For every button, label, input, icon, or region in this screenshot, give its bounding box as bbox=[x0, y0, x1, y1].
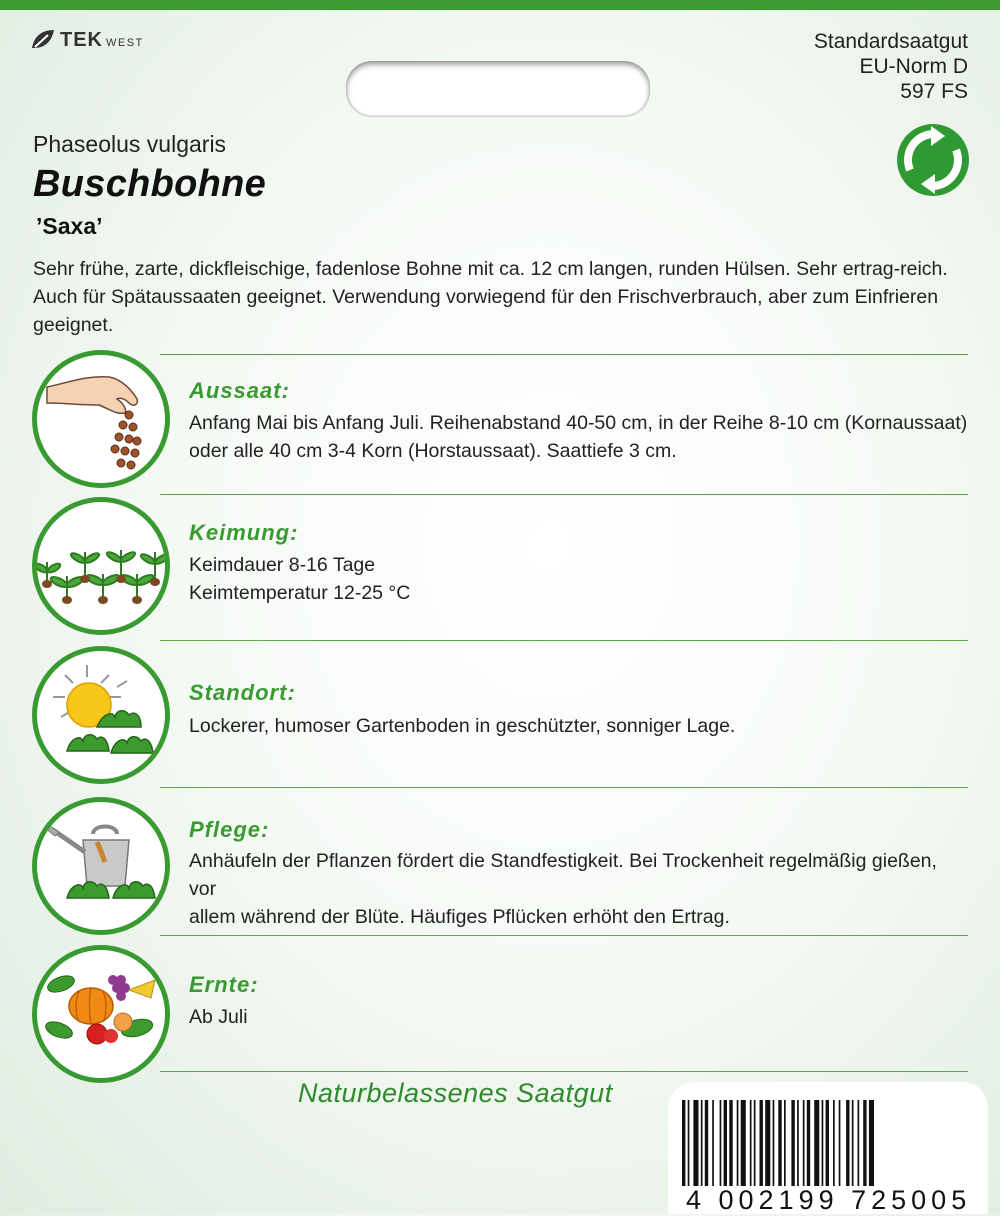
section-divider bbox=[160, 354, 968, 355]
barcode-bar bbox=[839, 1100, 841, 1186]
barcode-bar bbox=[724, 1100, 727, 1186]
section-line: Anfang Mai bis Anfang Juli. Reihenabstand 40-50 cm, in der Reihe 8-10 cm (Kornaussaat) bbox=[189, 412, 968, 434]
barcode-bar bbox=[741, 1100, 746, 1186]
barcode-bar bbox=[858, 1100, 860, 1186]
barcode-bar bbox=[765, 1100, 770, 1186]
sowing-hand-icon bbox=[32, 350, 170, 488]
barcode-bar bbox=[682, 1100, 685, 1186]
barcode-bar bbox=[688, 1100, 690, 1186]
section-body bbox=[189, 409, 969, 465]
standard-line: 597 FS bbox=[900, 80, 968, 103]
section-divider bbox=[160, 1071, 968, 1072]
section-divider bbox=[160, 787, 968, 788]
section-line: Ab Juli bbox=[189, 1006, 248, 1028]
plant-name: Buschbohne bbox=[33, 163, 267, 205]
barcode-bar bbox=[729, 1100, 732, 1186]
section-line: oder alle 40 cm 3-4 Korn (Horstaussaat). Saattiefe 3 cm. bbox=[189, 440, 677, 462]
barcode-bar bbox=[720, 1100, 722, 1186]
harvest-vegetables-icon bbox=[32, 945, 170, 1083]
top-color-bar bbox=[0, 0, 1000, 10]
section-divider bbox=[160, 494, 968, 495]
section-line: Keimdauer 8-16 Tage bbox=[189, 554, 376, 576]
barcode-bar bbox=[773, 1100, 775, 1186]
barcode bbox=[668, 1082, 988, 1214]
section-title: Standort: bbox=[189, 680, 296, 705]
barcode-bar bbox=[712, 1100, 714, 1186]
section-line: Anhäufeln der Pflanzen fördert die Standfestigkeit. Bei Trockenheit regelmäßig gießen, vor bbox=[189, 850, 937, 900]
footer-slogan: Naturbelassenes Saatgut bbox=[298, 1078, 613, 1108]
section-body bbox=[189, 551, 969, 607]
barcode-bar bbox=[693, 1100, 698, 1186]
section-body bbox=[189, 1003, 969, 1031]
barcode-bars bbox=[668, 1082, 988, 1192]
barcode-bar bbox=[784, 1100, 786, 1186]
hanger-slot bbox=[346, 61, 650, 117]
section-line: Keimtemperatur 12-25 °C bbox=[189, 582, 411, 604]
variety-name: ’Saxa’ bbox=[36, 213, 103, 239]
barcode-bar bbox=[705, 1100, 708, 1186]
barcode-bar bbox=[863, 1100, 866, 1186]
barcode-bar bbox=[760, 1100, 763, 1186]
barcode-bar bbox=[822, 1100, 824, 1186]
brand-logo bbox=[30, 28, 144, 50]
barcode-bar bbox=[869, 1100, 874, 1186]
barcode-bar bbox=[833, 1100, 835, 1186]
barcode-bar bbox=[814, 1100, 819, 1186]
description: Sehr frühe, zarte, dickfleischige, fadenlose Bohne mit ca. 12 cm langen, runden Hülsen. Sehr ertrag-reich. Auch für Spätaussaaten geeignet. Verwendung vorwiegend für den Frischverbrauch, aber zum Einfrieren geeignet. bbox=[33, 258, 948, 336]
section-body bbox=[189, 847, 969, 931]
section-title: Keimung: bbox=[189, 520, 299, 545]
brand-name: TEK bbox=[60, 29, 103, 51]
standard-info bbox=[814, 29, 968, 104]
section-line: Lockerer, humoser Gartenboden in geschützter, sonniger Lage. bbox=[189, 715, 736, 737]
barcode-bar bbox=[797, 1100, 799, 1186]
standard-line: Standardsaatgut bbox=[813, 30, 968, 53]
barcode-bar bbox=[852, 1100, 854, 1186]
section-title: Ernte: bbox=[189, 972, 259, 997]
barcode-bar bbox=[754, 1100, 756, 1186]
barcode-number: 4 002199 725005 bbox=[686, 1185, 972, 1215]
barcode-bar bbox=[803, 1100, 805, 1186]
watering-can-icon bbox=[32, 797, 170, 935]
brand-sub: WEST bbox=[106, 37, 144, 49]
barcode-bar bbox=[750, 1100, 752, 1186]
barcode-bar bbox=[778, 1100, 781, 1186]
barcode-bar bbox=[807, 1100, 810, 1186]
sun-plants-icon bbox=[32, 646, 170, 784]
standard-line: EU-Norm D bbox=[859, 55, 968, 78]
section-divider bbox=[160, 640, 968, 641]
latin-name: Phaseolus vulgaris bbox=[33, 131, 227, 157]
section-body bbox=[189, 712, 969, 740]
section-line: allem während der Blüte. Häufiges Pflücken erhöht den Ertrag. bbox=[189, 906, 730, 928]
section-title: Pflege: bbox=[189, 817, 270, 842]
leaf-logo-icon bbox=[30, 28, 56, 50]
barcode-bar bbox=[846, 1100, 849, 1186]
section-title: Aussaat: bbox=[189, 378, 290, 403]
section-divider bbox=[160, 935, 968, 936]
seedlings-icon bbox=[32, 497, 170, 635]
barcode-bar bbox=[701, 1100, 703, 1186]
barcode-bar bbox=[826, 1100, 829, 1186]
barcode-bar bbox=[791, 1100, 794, 1186]
green-dot-recycle-icon bbox=[895, 122, 971, 203]
barcode-bar bbox=[737, 1100, 739, 1186]
